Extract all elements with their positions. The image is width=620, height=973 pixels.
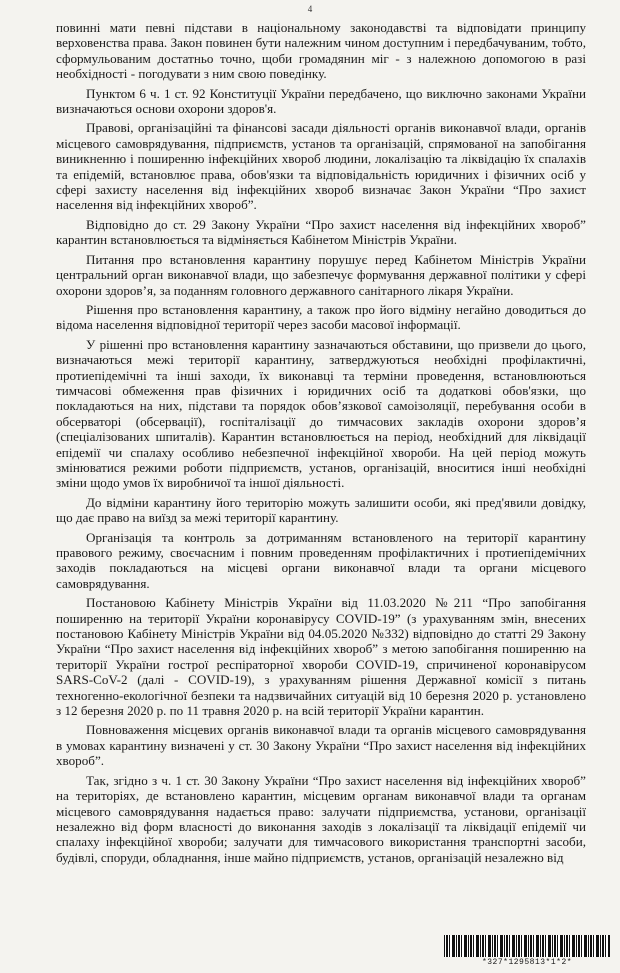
paragraph-9: Організація та контроль за дотриманням встановленого на території карантину правового режиму, своєчасним і повним проведенням профілактичних і протиепідемічних заходів покладаються на місцеві органи виконавчої влади та органи місцевого самоврядування. bbox=[56, 529, 586, 591]
paragraph-10: Постановою Кабінету Міністрів України від 11.03.2020 №211 “Про запобігання поширенню на території України коронавірусу COVID-19” (з урахуванням змін, внесених постановою Кабінету Міністрів України від 04.05.2020 №332) відповідно до статті 29 Закону України “Про захист населення від інфекційних хвороб” з метою запобігання поширенню на території України гострої респіраторної хвороби COVID-19, спричиненої коронавірусом SARS-CoV-2 (далі - COVID-19), з урахуванням рішення Державної комісії з питань техногенно-екологічної безпеки та надзвичайних ситуацій від 10 березня 2020 р. установлено з 12 березня 2020 р. по 11 травня 2020 р. на всій території України карантин. bbox=[56, 595, 586, 719]
page-number: 4 bbox=[307, 4, 313, 14]
paragraph-8: До відміни карантину його територію можуть залишити особи, які пред'явили довідку, що дає право на виїзд за межі території карантину. bbox=[56, 494, 586, 526]
barcode-text: *327*1295813*1*2* bbox=[481, 958, 573, 967]
paragraph-3: Правові, організаційні та фінансові засади діяльності органів виконавчої влади, органів місцевого самоврядування, підприємств, установ та організацій, спрямованої на запобігання виникненню і поширенню інфекційних хвороб людини, локалізацію та ліквідацію їх спалахів та епідемій, встановлює права, обов'язки та відповідальність юридичних і фізичних осіб у сфері захисту населення від інфекційних хвороб визначає Закон України “Про захист населення від інфекційних хвороб”. bbox=[56, 120, 586, 213]
paragraph-2: Пунктом 6 ч. 1 ст. 92 Конституції України передбачено, що виключно законами України визначаються основи охорони здоров'я. bbox=[56, 85, 586, 117]
paragraph-4: Відповідно до ст. 29 Закону України “Про захист населення від інфекційних хвороб” карантин встановлюється та відміняється Кабінетом Міністрів України. bbox=[56, 216, 586, 248]
paragraph-5: Питання про встановлення карантину порушує перед Кабінетом Міністрів України центральний орган виконавчої влади, що забезпечує формування державної політики у сфері охорони здоров’я, за поданням головного державного санітарного лікаря України. bbox=[56, 251, 586, 298]
paragraph-1: повинні мати певні підстави в національному законодавстві та відповідати принципу верховенства права. Закон повинен бути належним чином доступним і передбачуваним, тобто, сформульованим достатньо точно, щоби громадянин міг - з належною допомогою в разі необхідності - погодувати з ним свою поведінку. bbox=[56, 20, 586, 82]
paragraph-7: У рішенні про встановлення карантину зазначаються обставини, що призвели до цього, визначаються межі території карантину, затверджуються необхідні профілактичні, протиепідемічні та інші заходи, їх виконавці та терміни проведення, встановлюються тимчасові обмеження прав фізичних і юридичних осіб та додаткові обов'язки, що покладаються на них, підстави та порядок обов’язкової самоізоляції, перебування особи в обсерваторі (обсервації), госпіталізації до тимчасових закладів охорони здоров’я (спеціалізованих шпиталів). Карантин встановлюється на період, необхідний для ліквідації епідемії чи спалаху особливо небезпечної інфекційної хвороби. На цей період можуть змінюватися режими роботи підприємств, установ, організацій, вноситися інші необхідні зміни щодо умов їх виробничої та іншої діяльності. bbox=[56, 336, 586, 491]
barcode bbox=[444, 935, 610, 967]
paragraph-6: Рішення про встановлення карантину, а також про його відміну негайно доводиться до відома населення відповідної території через засоби масової інформації. bbox=[56, 301, 586, 333]
paragraph-12: Так, згідно з ч. 1 ст. 30 Закону України “Про захист населення від інфекційних хвороб” на територіях, де встановлено карантин, місцевим органам виконавчої влади та органам місцевого самоврядування надається право: залучати підприємства, установи, організації незалежно від форм власності до виконання заходів з локалізації та ліквідації епідемії чи спалаху інфекційної хвороби; залучати для тимчасового використання транспортні засоби, будівлі, споруди, обладнання, інше майно підприємств, установ, організацій незалежно від bbox=[56, 772, 586, 865]
paragraph-11: Повноваження місцевих органів виконавчої влади та органів місцевого самоврядування в умовах карантину визначені у ст. 30 Закону України “Про захист населення від інфекційних хвороб”. bbox=[56, 722, 586, 769]
barcode-bars bbox=[444, 935, 610, 957]
